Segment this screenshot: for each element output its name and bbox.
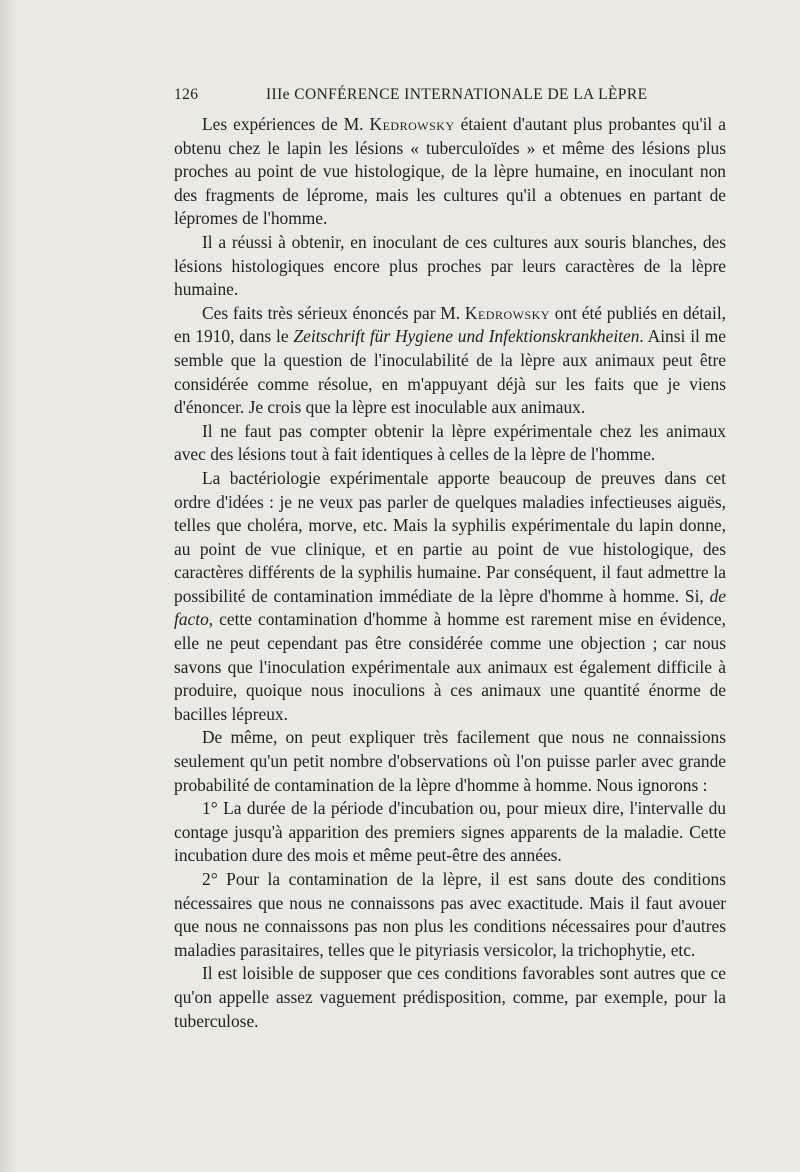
paragraph-8: 2° Pour la contamination de la lèpre, il est sans doute des conditions nécessaires que nous ne connaissons pas avec exactitude. Mais il faut avouer que nous ne connaissons pas non plus les conditions nécessaires pour d'autres maladies parasitaires, telles que le pityriasis versicolor, la trichophytie, etc. (174, 869, 726, 960)
paragraph-3: Ces faits très sérieux énoncés par M. Kedrowsky ont été publiés en détail, en 1910, dans le Zeitschrift für Hygiene und Infektionskrankheiten. Ainsi il me semble que la question de l'inoculabilité de la lèpre aux animaux peut être considérée comme résolue, en m'appuyant déjà sur les faits que je viens d'énoncer. Je crois que la lèpre est inoculable aux animaux. (174, 302, 726, 418)
paragraph-7: 1° La durée de la période d'incubation ou, pour mieux dire, l'intervalle du contage jusqu'à apparition des premiers signes apparents de la maladie. Cette incubation dure des mois et même peut-être des années. (174, 798, 726, 866)
paragraph-6: De même, on peut expliquer très facilement que nous ne connaissions seulement qu'un petit nombre d'observations où l'on puisse parler avec grande probabilité de contamination de la lèpre d'homme à homme. Nous ignorons : (174, 727, 726, 795)
journal-title: Zeitschrift für Hygiene und Infektionskrankheiten (293, 326, 640, 347)
body-text (174, 113, 726, 1033)
paragraph-1: Les expériences de M. Kedrowsky étaient d'autant plus probantes qu'il a obtenu chez le lapin les lésions « tuberculoïdes » et même des lésions plus proches au point de vue histologique, de la lèpre humaine, en inoculant non des fragments de léprome, mais les cultures qu'il a obtenues en partant de lépromes de l'homme. (174, 114, 726, 229)
paragraph-9: Il est loisible de supposer que ces conditions favorables sont autres que ce qu'on appelle assez vaguement prédisposition, comme, par exemple, pour la tuberculose. (174, 963, 726, 1031)
author-name: Kedrowsky (369, 114, 455, 134)
running-title: IIIe CONFÉRENCE INTERNATIONALE DE LA LÈPRE (266, 86, 648, 103)
page-edge-shadow (0, 0, 18, 1172)
page-number: 126 (174, 86, 199, 103)
author-name: Kedrowsky (464, 302, 550, 323)
latin-phrase: de facto (174, 585, 726, 630)
paragraph-5: La bactériologie expérimentale apporte beaucoup de preuves dans cet ordre d'idées : je ne veux pas parler de quelques maladies infectieuses aiguës, telles que choléra, morve, etc. Mais la syphilis expérimentale du lapin donne, au point de vue clinique, et en partie au point de vue histologique, des caractères différents de la syphilis humaine. Par conséquent, il faut admettre la possibilité de contamination immédiate de la lèpre d'homme à homme. Si, de facto, cette contamination d'homme à homme est rarement mise en évidence, elle ne peut cependant pas être considérée comme une objection ; car nous savons que l'inoculation expérimentale aux animaux est également difficile à produire, quoique nous inoculions à ces animaux une quantité énorme de bacilles lépreux. (174, 467, 726, 724)
paragraph-4: Il ne faut pas compter obtenir la lèpre expérimentale chez les animaux avec des lésions tout à fait identiques à celles de la lèpre de l'homme. (174, 420, 726, 465)
page-header (174, 86, 648, 104)
paragraph-2: Il a réussi à obtenir, en inoculant de ces cultures aux souris blanches, des lésions histologiques encore plus proches par leurs caractères de la lèpre humaine. (174, 231, 726, 300)
